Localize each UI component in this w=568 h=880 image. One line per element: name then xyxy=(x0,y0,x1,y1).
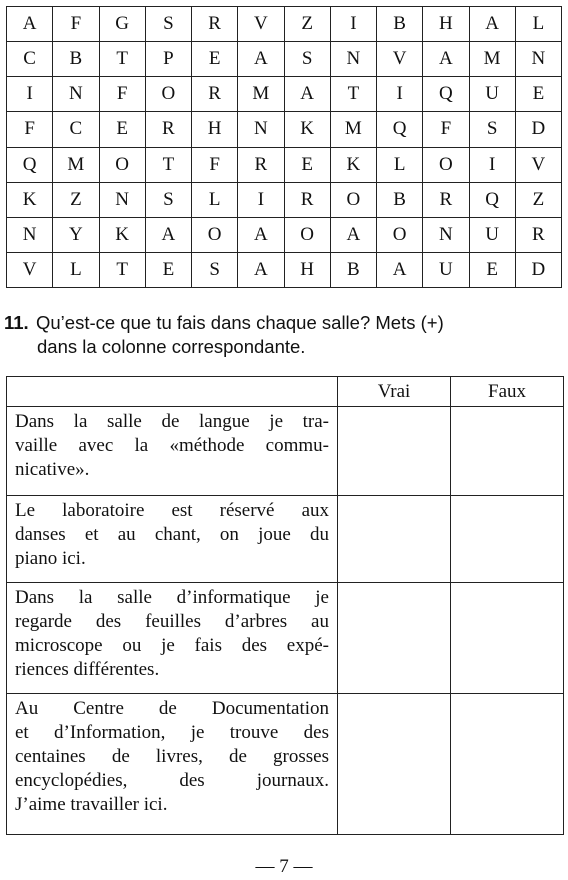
faux-answer-cell[interactable] xyxy=(451,407,564,496)
grid-cell[interactable]: E xyxy=(192,42,238,77)
grid-cell[interactable]: R xyxy=(284,182,330,217)
grid-cell[interactable]: E xyxy=(469,252,515,287)
grid-cell[interactable]: F xyxy=(192,147,238,182)
grid-cell[interactable]: M xyxy=(53,147,99,182)
grid-cell[interactable]: F xyxy=(99,77,145,112)
statement-cell xyxy=(7,407,338,496)
grid-cell[interactable]: U xyxy=(469,77,515,112)
statement-line: piano ici. xyxy=(15,548,86,569)
statement-row xyxy=(7,583,564,694)
grid-cell[interactable]: N xyxy=(238,112,284,147)
statement-cell xyxy=(7,496,338,583)
grid-cell[interactable]: K xyxy=(284,112,330,147)
grid-cell[interactable]: O xyxy=(192,217,238,252)
grid-cell[interactable]: F xyxy=(423,112,469,147)
grid-cell[interactable]: Z xyxy=(284,7,330,42)
statement-row xyxy=(7,496,564,583)
grid-cell[interactable]: A xyxy=(469,7,515,42)
grid-row xyxy=(7,7,562,42)
grid-cell[interactable]: A xyxy=(284,77,330,112)
grid-cell[interactable]: S xyxy=(145,7,191,42)
statement-line: regarde des feuilles d’arbres au xyxy=(15,611,329,632)
true-false-table xyxy=(6,376,564,835)
grid-cell[interactable]: L xyxy=(377,147,423,182)
grid-cell[interactable]: M xyxy=(238,77,284,112)
faux-answer-cell[interactable] xyxy=(451,496,564,583)
grid-cell[interactable]: B xyxy=(377,182,423,217)
grid-cell[interactable]: A xyxy=(7,7,53,42)
grid-cell[interactable]: O xyxy=(377,217,423,252)
table-header-row xyxy=(7,377,564,407)
grid-cell[interactable]: V xyxy=(515,147,561,182)
statement-row xyxy=(7,407,564,496)
grid-cell[interactable]: A xyxy=(238,217,284,252)
grid-cell[interactable]: R xyxy=(145,112,191,147)
grid-cell[interactable]: I xyxy=(377,77,423,112)
grid-cell[interactable]: N xyxy=(423,217,469,252)
header-faux: Faux xyxy=(451,377,564,407)
grid-cell[interactable]: K xyxy=(99,217,145,252)
grid-row xyxy=(7,77,562,112)
statement-line: danses et au chant, on joue du xyxy=(15,524,329,545)
grid-cell[interactable]: B xyxy=(377,7,423,42)
grid-cell[interactable]: T xyxy=(330,77,376,112)
grid-row xyxy=(7,217,562,252)
statement-line: Le laboratoire est réservé aux xyxy=(15,500,329,521)
grid-cell[interactable]: A xyxy=(423,42,469,77)
instruction-line-2: dans la colonne correspondante. xyxy=(37,336,306,357)
statement-line: Dans la salle de langue je tra- xyxy=(15,411,329,432)
vrai-answer-cell[interactable] xyxy=(338,583,451,694)
grid-row xyxy=(7,112,562,147)
grid-cell[interactable]: H xyxy=(192,112,238,147)
grid-cell[interactable]: I xyxy=(7,77,53,112)
grid-cell[interactable]: Q xyxy=(469,182,515,217)
exercise-11-instruction xyxy=(6,311,562,359)
grid-cell[interactable]: D xyxy=(515,252,561,287)
grid-row xyxy=(7,182,562,217)
grid-cell[interactable]: O xyxy=(145,77,191,112)
grid-row xyxy=(7,42,562,77)
grid-cell[interactable]: O xyxy=(330,182,376,217)
grid-cell[interactable]: R xyxy=(238,147,284,182)
instruction-line-1: Qu’est-ce que tu fais dans chaque salle? Mets (+) xyxy=(36,312,444,333)
grid-cell[interactable]: V xyxy=(238,7,284,42)
grid-cell[interactable]: R xyxy=(515,217,561,252)
grid-cell[interactable]: M xyxy=(330,112,376,147)
statement-line: J’aime travailler ici. xyxy=(15,794,168,815)
grid-cell[interactable]: F xyxy=(7,112,53,147)
grid-cell[interactable]: F xyxy=(53,7,99,42)
grid-cell[interactable]: H xyxy=(284,252,330,287)
statement-row xyxy=(7,694,564,835)
statement-line: microscope ou je fais des expé- xyxy=(15,635,329,656)
grid-cell[interactable]: Q xyxy=(7,147,53,182)
grid-cell[interactable]: Z xyxy=(515,182,561,217)
grid-cell[interactable]: R xyxy=(192,77,238,112)
grid-cell[interactable]: G xyxy=(99,7,145,42)
grid-cell[interactable]: R xyxy=(423,182,469,217)
grid-cell[interactable]: L xyxy=(53,252,99,287)
grid-cell[interactable]: C xyxy=(53,112,99,147)
grid-cell[interactable]: I xyxy=(469,147,515,182)
grid-cell[interactable]: D xyxy=(515,112,561,147)
header-empty-cell xyxy=(7,377,338,407)
grid-cell[interactable]: C xyxy=(7,42,53,77)
statement-line: centaines de livres, de grosses xyxy=(15,746,329,767)
grid-cell[interactable]: U xyxy=(469,217,515,252)
grid-cell[interactable]: T xyxy=(145,147,191,182)
page-number: — 7 — xyxy=(255,856,313,877)
grid-cell[interactable]: N xyxy=(515,42,561,77)
grid-cell[interactable]: I xyxy=(238,182,284,217)
grid-cell[interactable]: O xyxy=(99,147,145,182)
statement-cell xyxy=(7,694,338,835)
grid-cell[interactable]: E xyxy=(145,252,191,287)
grid-cell[interactable]: H xyxy=(423,7,469,42)
grid-cell[interactable]: L xyxy=(515,7,561,42)
grid-cell[interactable]: V xyxy=(7,252,53,287)
grid-cell[interactable]: L xyxy=(192,182,238,217)
grid-cell[interactable]: E xyxy=(284,147,330,182)
faux-answer-cell[interactable] xyxy=(451,694,564,835)
grid-cell[interactable]: K xyxy=(330,147,376,182)
grid-cell[interactable]: M xyxy=(469,42,515,77)
grid-cell[interactable]: S xyxy=(192,252,238,287)
faux-answer-cell[interactable] xyxy=(451,583,564,694)
grid-row xyxy=(7,147,562,182)
vrai-answer-cell[interactable] xyxy=(338,694,451,835)
statement-cell xyxy=(7,583,338,694)
grid-cell[interactable]: B xyxy=(53,42,99,77)
grid-cell[interactable]: O xyxy=(423,147,469,182)
grid-cell[interactable]: R xyxy=(192,7,238,42)
grid-cell[interactable]: A xyxy=(330,217,376,252)
grid-cell[interactable]: N xyxy=(330,42,376,77)
vrai-answer-cell[interactable] xyxy=(338,496,451,583)
grid-cell[interactable]: S xyxy=(284,42,330,77)
grid-cell[interactable]: T xyxy=(99,42,145,77)
grid-cell[interactable]: A xyxy=(238,252,284,287)
grid-cell[interactable]: V xyxy=(377,42,423,77)
exercise-number: 11. xyxy=(4,312,29,333)
grid-cell[interactable]: S xyxy=(145,182,191,217)
grid-cell[interactable]: K xyxy=(7,182,53,217)
grid-cell[interactable]: Y xyxy=(53,217,99,252)
grid-cell[interactable]: T xyxy=(99,252,145,287)
vrai-answer-cell[interactable] xyxy=(338,407,451,496)
grid-cell[interactable]: O xyxy=(284,217,330,252)
grid-cell[interactable]: N xyxy=(7,217,53,252)
statement-line: riences différentes. xyxy=(15,659,160,680)
grid-cell[interactable]: Q xyxy=(377,112,423,147)
statement-line: Dans la salle d’informatique je xyxy=(15,587,329,608)
grid-cell[interactable]: A xyxy=(145,217,191,252)
statement-line: et d’Information, je trouve des xyxy=(15,722,329,743)
grid-cell[interactable]: I xyxy=(330,7,376,42)
statement-line: vaille avec la «méthode commu- xyxy=(15,435,329,456)
grid-cell[interactable]: N xyxy=(53,77,99,112)
grid-cell[interactable]: N xyxy=(99,182,145,217)
word-search-grid xyxy=(6,6,562,288)
grid-row xyxy=(7,252,562,287)
grid-cell[interactable]: U xyxy=(423,252,469,287)
statement-line: Au Centre de Documentation xyxy=(15,698,329,719)
grid-cell[interactable]: P xyxy=(145,42,191,77)
grid-cell[interactable]: E xyxy=(515,77,561,112)
grid-cell[interactable]: B xyxy=(330,252,376,287)
grid-cell[interactable]: A xyxy=(238,42,284,77)
statement-line: nicative». xyxy=(15,459,90,480)
grid-cell[interactable]: S xyxy=(469,112,515,147)
grid-cell[interactable]: E xyxy=(99,112,145,147)
statement-line: encyclopédies, des journaux. xyxy=(15,770,329,791)
header-vrai: Vrai xyxy=(338,377,451,407)
grid-cell[interactable]: Q xyxy=(423,77,469,112)
grid-cell[interactable]: A xyxy=(377,252,423,287)
grid-cell[interactable]: Z xyxy=(53,182,99,217)
